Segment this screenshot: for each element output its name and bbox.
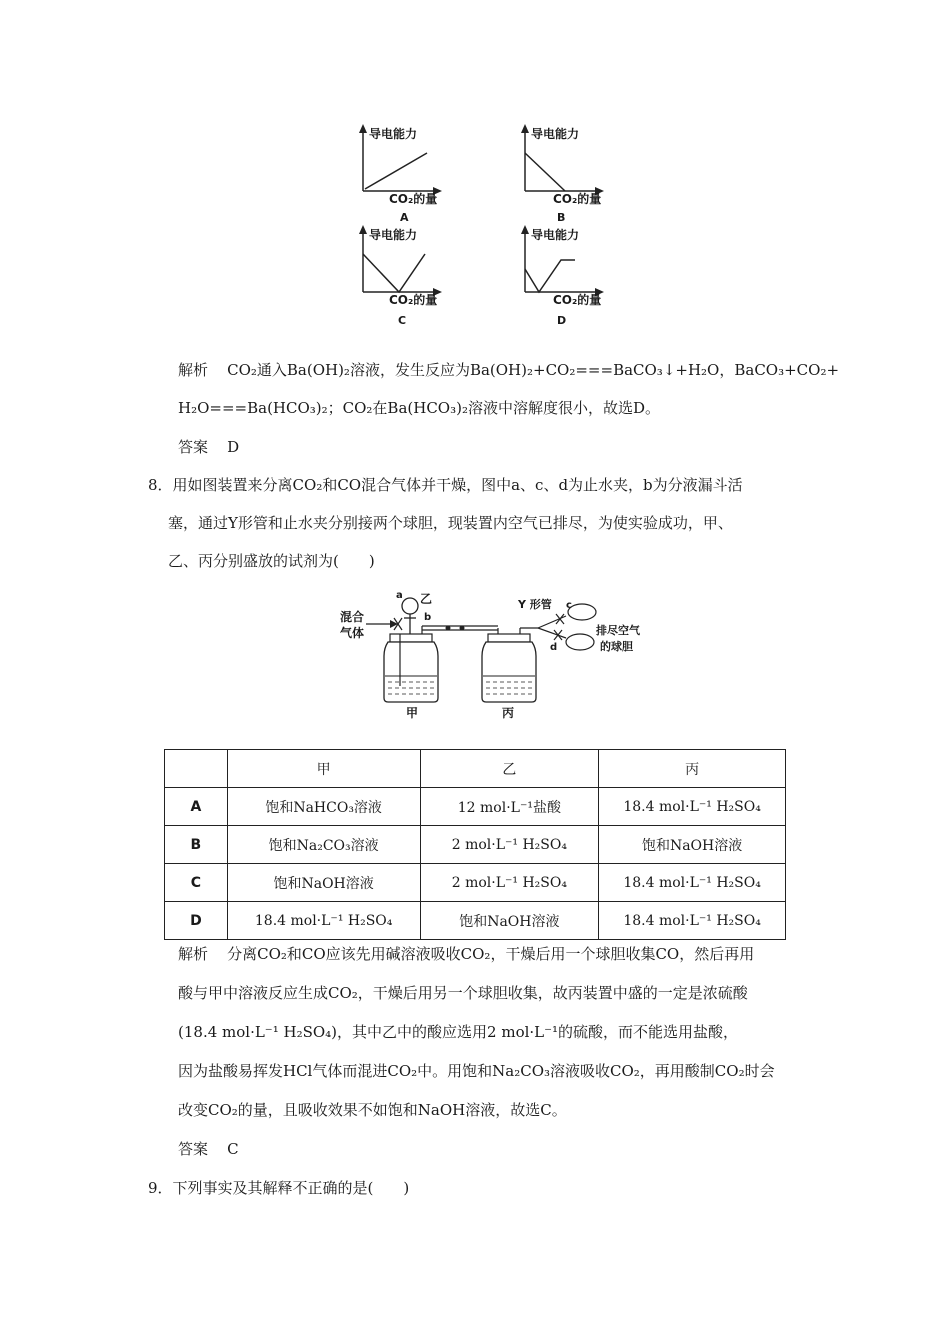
table-row <box>165 826 786 864</box>
apparatus-diagram <box>338 590 648 720</box>
table-cell: 2 mol·L⁻¹ H₂SO₄ <box>420 826 599 864</box>
graph-c-label: C <box>398 314 407 327</box>
q8-analysis-line-5: 改变CO₂的量，且吸收效果不如饱和NaOH溶液，故选C。 <box>178 1101 567 1119</box>
table-header-cell: 丙 <box>599 750 786 788</box>
q8-stem-line-1 <box>148 475 743 495</box>
graph-panel-c <box>355 224 465 329</box>
graph-panel-a <box>355 123 465 228</box>
bottle-jia-label: 甲 <box>406 706 419 720</box>
table-header-row <box>165 750 786 788</box>
table-cell: 饱和Na₂CO₃溶液 <box>227 826 420 864</box>
table-row <box>165 902 786 940</box>
graph-panel-d <box>517 224 627 329</box>
q8-answer-label: 答案 <box>178 1140 209 1158</box>
q9-stem <box>148 1178 409 1198</box>
graph-a-ylabel: 导电能力 <box>369 127 418 141</box>
q9-number: 9． <box>148 1179 173 1197</box>
q7-analysis-text-1: CO₂通入Ba(OH)₂溶液，发生反应为Ba(OH)₂+CO₂===BaCO₃↓+H₂O，BaCO₃+CO₂+ <box>227 361 840 379</box>
funnel-yi-label: 乙 <box>420 592 433 606</box>
graph-b-curve <box>525 153 565 191</box>
options-table <box>164 749 786 940</box>
table-cell: 饱和NaOH溶液 <box>420 902 599 940</box>
q8-analysis-label: 解析 <box>178 945 209 963</box>
graph-panel-b <box>517 123 627 228</box>
q8-analysis-line-2: 酸与甲中溶液反应生成CO₂，干燥后用另一个球胆收集，故丙装置中盛的一定是浓硫酸 <box>178 984 748 1002</box>
table-cell-key: B <box>165 826 228 864</box>
clamp-a-label: a <box>396 590 403 601</box>
q9-stem-text: 下列事实及其解释不正确的是( ) <box>172 1179 410 1197</box>
balloon-label-2: 的球胆 <box>600 640 633 653</box>
table-cell: 18.4 mol·L⁻¹ H₂SO₄ <box>599 902 786 940</box>
table-cell: 饱和NaOH溶液 <box>227 864 420 902</box>
graph-b-xlabel: CO₂的量 <box>553 192 602 206</box>
q7-answer <box>178 437 239 457</box>
q7-analysis-line-2: H₂O===Ba(HCO₃)₂；CO₂在Ba(HCO₃)₂溶液中溶解度很小，故选D。 <box>178 399 661 417</box>
graph-d-curve <box>525 260 575 292</box>
table-cell-key: C <box>165 864 228 902</box>
table-cell: 12 mol·L⁻¹盐酸 <box>420 788 599 826</box>
table-cell-key: A <box>165 788 228 826</box>
y-tube-label: Y 形管 <box>518 598 552 611</box>
table-cell: 18.4 mol·L⁻¹ H₂SO₄ <box>227 902 420 940</box>
q8-analysis-line-4: 因为盐酸易挥发HCl气体而混进CO₂中。用饱和Na₂CO₃溶液吸收CO₂，再用酸制CO₂时会 <box>178 1062 775 1080</box>
table-cell: 饱和NaHCO₃溶液 <box>227 788 420 826</box>
q8-analysis-line-3: (18.4 mol·L⁻¹ H₂SO₄)，其中乙中的酸应选用2 mol·L⁻¹的硫酸，而不能选用盐酸， <box>178 1023 739 1041</box>
balloon-label-1: 排尽空气 <box>596 624 640 637</box>
table-header-cell: 甲 <box>227 750 420 788</box>
bottle-bing-label: 丙 <box>502 706 515 720</box>
table-row <box>165 864 786 902</box>
graph-b-label: B <box>557 211 566 224</box>
stopcock-b-label: b <box>424 612 432 623</box>
q8-analysis-line-1 <box>178 944 754 964</box>
q8-answer <box>178 1139 239 1159</box>
graph-a-curve <box>365 153 427 189</box>
graph-c-xlabel: CO₂的量 <box>389 293 438 307</box>
q7-answer-label: 答案 <box>178 438 209 456</box>
graph-c-curve <box>363 254 425 292</box>
graph-d-label: D <box>557 314 567 327</box>
table-cell: 18.4 mol·L⁻¹ H₂SO₄ <box>599 788 786 826</box>
graph-d-xlabel: CO₂的量 <box>553 293 602 307</box>
graph-a-xlabel: CO₂的量 <box>389 192 438 206</box>
q8-stem-line-3: 乙、丙分别盛放的试剂为( ) <box>168 552 375 570</box>
graph-a-label: A <box>400 211 409 224</box>
q8-answer-value: C <box>227 1140 239 1158</box>
table-cell: 饱和NaOH溶液 <box>599 826 786 864</box>
q7-answer-value: D <box>227 438 240 456</box>
table-row <box>165 788 786 826</box>
table-cell: 2 mol·L⁻¹ H₂SO₄ <box>420 864 599 902</box>
table-header-cell: 乙 <box>420 750 599 788</box>
graph-b-ylabel: 导电能力 <box>531 127 580 141</box>
graph-d-ylabel: 导电能力 <box>531 228 580 242</box>
graph-c-ylabel: 导电能力 <box>369 228 418 242</box>
q8-stem-line-2: 塞，通过Y形管和止水夹分别接两个球胆，现装置内空气已排尽，为使实验成功，甲、 <box>168 514 733 532</box>
table-header-cell <box>165 750 228 788</box>
apparatus-drawing <box>338 590 648 720</box>
q8-analysis-text-1: 分离CO₂和CO应该先用碱溶液吸收CO₂，干燥后用一个球胆收集CO，然后再用 <box>227 945 755 963</box>
inlet-label-1: 混合 <box>340 610 365 624</box>
table-cell-key: D <box>165 902 228 940</box>
q7-analysis-label: 解析 <box>178 361 209 379</box>
clamp-d-label: d <box>550 642 558 653</box>
clamp-c-label: c <box>566 600 572 611</box>
q8-stem-text-1: 用如图装置来分离CO₂和CO混合气体并干燥，图中a、c、d为止水夹，b为分液漏斗活 <box>172 476 743 494</box>
q8-number: 8． <box>148 476 173 494</box>
table-cell: 18.4 mol·L⁻¹ H₂SO₄ <box>599 864 786 902</box>
q7-analysis-line-1 <box>178 360 839 380</box>
inlet-label-2: 气体 <box>340 626 365 640</box>
